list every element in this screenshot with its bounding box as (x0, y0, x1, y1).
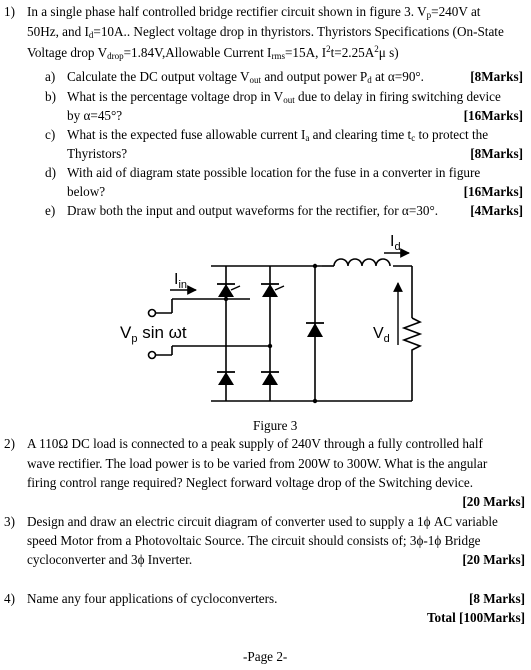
terminal-bottom (149, 352, 156, 359)
label-vp: $V_p$ sin ωt (120, 323, 187, 345)
q2-line-2: wave rectifier. The load power is to be varied from 200W to 300W. What is the angular (27, 456, 488, 471)
freewheeling-diode (306, 323, 324, 337)
q1c-text-2: Thyristors? (67, 146, 128, 161)
q1d-text: With aid of diagram state possible location for the fuse in a converter in figure (67, 165, 481, 180)
q1-line-3: Voltage drop $V_{drop}=1.84V,Allowable$ Current $I_{rms}=15A$, $I^2t=2.25A^2\mu$ s) (27, 44, 399, 61)
q3-line-3: cycloconverter and 3ϕ Inverter. (27, 552, 193, 567)
q1-number: 1) (4, 4, 15, 19)
q4-marks: [8 Marks] (468, 591, 525, 606)
q1b-text: What is the percentage voltage drop in $V_{out}$ due to delay in firing switching device (67, 89, 501, 105)
q2-marks: [20 Marks] (462, 494, 525, 509)
q1b-label: b) (45, 89, 56, 104)
q1c-marks: [8Marks] (470, 146, 523, 161)
q1a-marks: [8Marks] (470, 69, 523, 84)
q1-line-1: In a single phase half controlled bridge rectifier circuit shown in figure 3. $V_p=240V$ at (27, 4, 481, 20)
q3-line-1: Design and draw an electric circuit diagram of converter used to supply a 1ϕ AC variable (27, 514, 498, 529)
q1c-label: c) (45, 127, 56, 142)
q1c-text: What is the expected fuse allowable current $I_a$ and clearing time $t_c$ to protect the (67, 127, 489, 143)
q3-number: 3) (4, 514, 15, 529)
load-resistor (404, 318, 420, 354)
page-number: -Page 2- (243, 649, 288, 664)
diode-d2 (261, 372, 279, 385)
q4-line-1: Name any four applications of cycloconverters. (27, 591, 278, 606)
q1-line-2: 50Hz, and $I_d=10A$.. Neglect voltage drop in thyristors. Thyristors Specifications (On-State (27, 24, 504, 40)
label-iin: $I_{in}$ (174, 271, 188, 291)
q2-line-3: firing control range required? Neglect forward voltage drop of the Switching device. (27, 475, 474, 490)
thyristor-t2 (261, 284, 284, 297)
q3-line-2: speed Motor from a Photovoltaic Source. The circuit should consists of; 3ϕ-1ϕ Bridge (27, 533, 481, 548)
label-vd: $V_d$ (373, 325, 390, 345)
diode-d1 (217, 372, 235, 385)
q1e-marks: [4Marks] (470, 203, 523, 218)
label-id: $I_d$ (390, 233, 401, 253)
q1b-marks: [16Marks] (463, 108, 523, 123)
q1a-label: a) (45, 69, 56, 84)
q3-marks: [20 Marks] (462, 552, 525, 567)
q1b-text-2: by α=45°? (67, 108, 123, 123)
figure-caption: Figure 3 (253, 418, 298, 433)
terminal-top (149, 310, 156, 317)
q2-number: 2) (4, 436, 15, 451)
q1d-label: d) (45, 165, 56, 180)
q2-line-1: A 110Ω DC load is connected to a peak supply of 240V through a fully controlled half (27, 436, 483, 451)
q4-number: 4) (4, 591, 15, 606)
q1d-text-2: below? (67, 184, 106, 199)
q1d-marks: [16Marks] (463, 184, 523, 199)
total-marks: Total [100Marks] (426, 610, 525, 625)
q1a-text: Calculate the DC output voltage $V_{out}$ and output power $P_d$ at α=90°. (67, 69, 424, 85)
inductor (334, 259, 390, 266)
q1e-label: e) (45, 203, 56, 218)
thyristor-t1 (217, 284, 240, 297)
q1e-text: Draw both the input and output waveforms for the rectifier, for α=30°. (67, 203, 439, 218)
